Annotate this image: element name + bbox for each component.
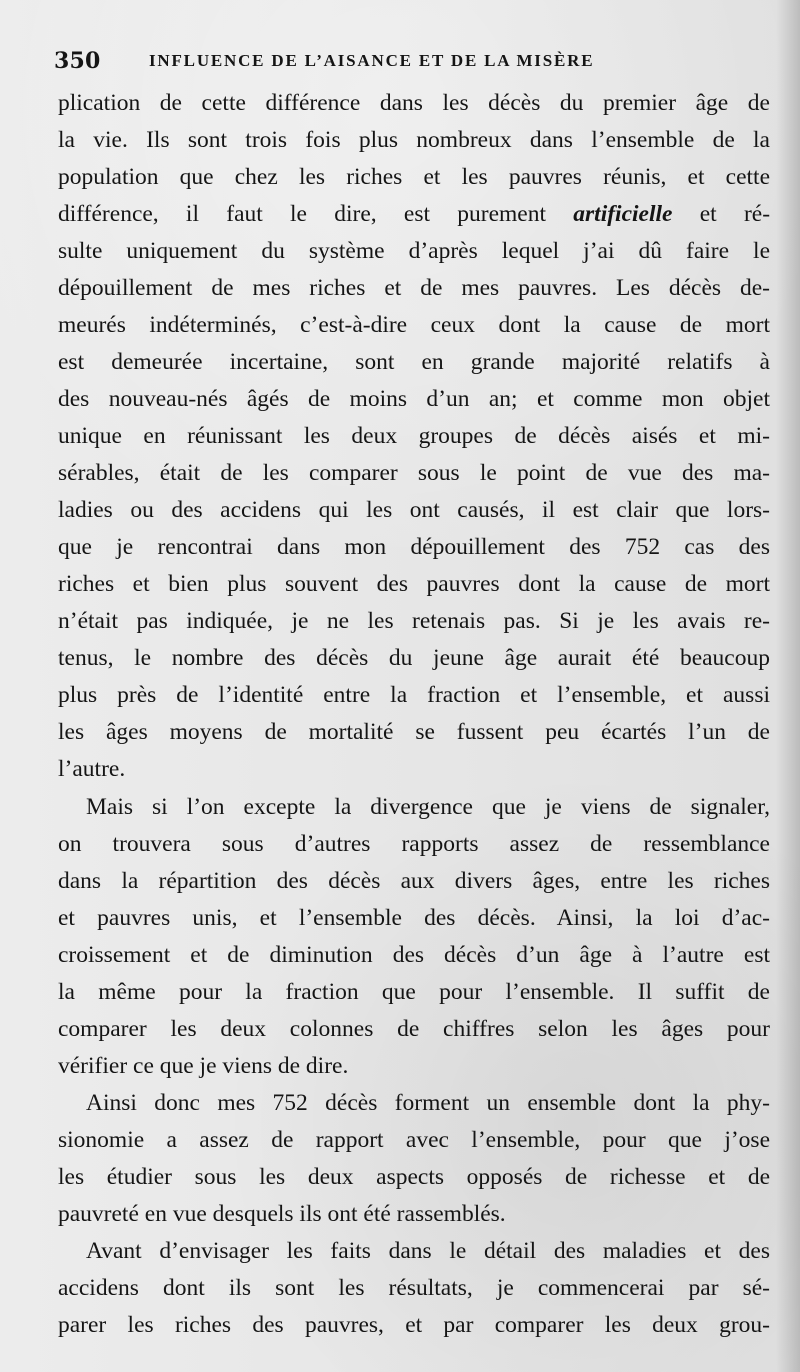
text-line: Ainsi donc mes 752 décès forment un ensemble dont la phy-: [86, 1090, 770, 1116]
text-line: la même pour la fraction que pour l’ensemble. Il suffit de: [58, 979, 770, 1005]
text-line: sulte uniquement du système d’après lequel j’ai dû faire le: [58, 238, 770, 264]
text-line: comparer les deux colonnes de chiffres selon les âges pour: [58, 1016, 770, 1042]
text-line: les étudier sous les deux aspects opposés de richesse et de: [58, 1164, 770, 1190]
text-line: et pauvres unis, et l’ensemble des décès. Ainsi, la loi d’ac-: [58, 905, 770, 931]
text-line: on trouvera sous d’autres rapports assez de ressemblance: [58, 831, 770, 857]
text-line: dans la répartition des décès aux divers âges, entre les riches: [58, 868, 770, 894]
text-line-with-italic: [58, 197, 770, 233]
text-line: tenus, le nombre des décès du jeune âge aurait été beaucoup: [58, 645, 770, 671]
page-edge-shadow: [776, 0, 800, 1372]
text-line: accidens dont ils sont les résultats, je commencerai par sé-: [58, 1275, 770, 1301]
text-line: croissement et de diminution des décès d’un âge à l’autre est: [58, 942, 770, 968]
text-line: plication de cette différence dans les décès du premier âge de: [58, 90, 770, 116]
text-line: des nouveau-nés âgés de moins d’un an; et comme mon objet: [58, 386, 770, 412]
text-line: plus près de l’identité entre la fraction et l’ensemble, et aussi: [58, 682, 770, 708]
page-number: 350: [54, 48, 101, 74]
text-line: meurés indéterminés, c’est-à-dire ceux dont la cause de mort: [58, 312, 770, 338]
page-header: [54, 48, 758, 78]
text-line: sérables, était de les comparer sous le point de vue des ma-: [58, 460, 770, 486]
text-fragment: différence, il faut le dire, est purement: [58, 201, 547, 227]
text-line: riches et bien plus souvent des pauvres dont la cause de mort: [58, 571, 770, 597]
text-line: unique en réunissant les deux groupes de décès aisés et mi-: [58, 423, 770, 449]
text-line: que je rencontrai dans mon dépouillement des 752 cas des: [58, 534, 770, 560]
italic-word: artificielle: [573, 201, 673, 227]
running-head: INFLUENCE DE L’AISANCE ET DE LA MISÈRE: [149, 51, 595, 70]
text-fragment: et ré-: [699, 201, 771, 227]
text-line: la vie. Ils sont trois fois plus nombreux dans l’ensemble de la: [58, 127, 770, 153]
text-line: parer les riches des pauvres, et par comparer les deux grou-: [58, 1312, 770, 1338]
text-line: est demeurée incertaine, sont en grande majorité relatifs à: [58, 349, 770, 375]
text-line: les âges moyens de mortalité se fussent peu écartés l’un de: [58, 719, 770, 745]
text-line: Mais si l’on excepte la divergence que je viens de signaler,: [86, 794, 770, 820]
text-line: Avant d’envisager les faits dans le détail des maladies et des: [86, 1238, 770, 1264]
text-line: pauvreté en vue desquels ils ont été rassemblés.: [58, 1201, 506, 1227]
text-line: ladies ou des accidens qui les ont causés, il est clair que lors-: [58, 497, 770, 523]
text-line: dépouillement de mes riches et de mes pauvres. Les décès de-: [58, 275, 770, 301]
text-line: population que chez les riches et les pauvres réunis, et cette: [58, 164, 770, 190]
text-line: sionomie a assez de rapport avec l’ensemble, pour que j’ose: [58, 1127, 770, 1153]
text-line: l’autre.: [58, 756, 126, 782]
text-line: n’était pas indiquée, je ne les retenais pas. Si je les avais re-: [58, 608, 770, 634]
text-line: vérifier ce que je viens de dire.: [58, 1053, 349, 1079]
